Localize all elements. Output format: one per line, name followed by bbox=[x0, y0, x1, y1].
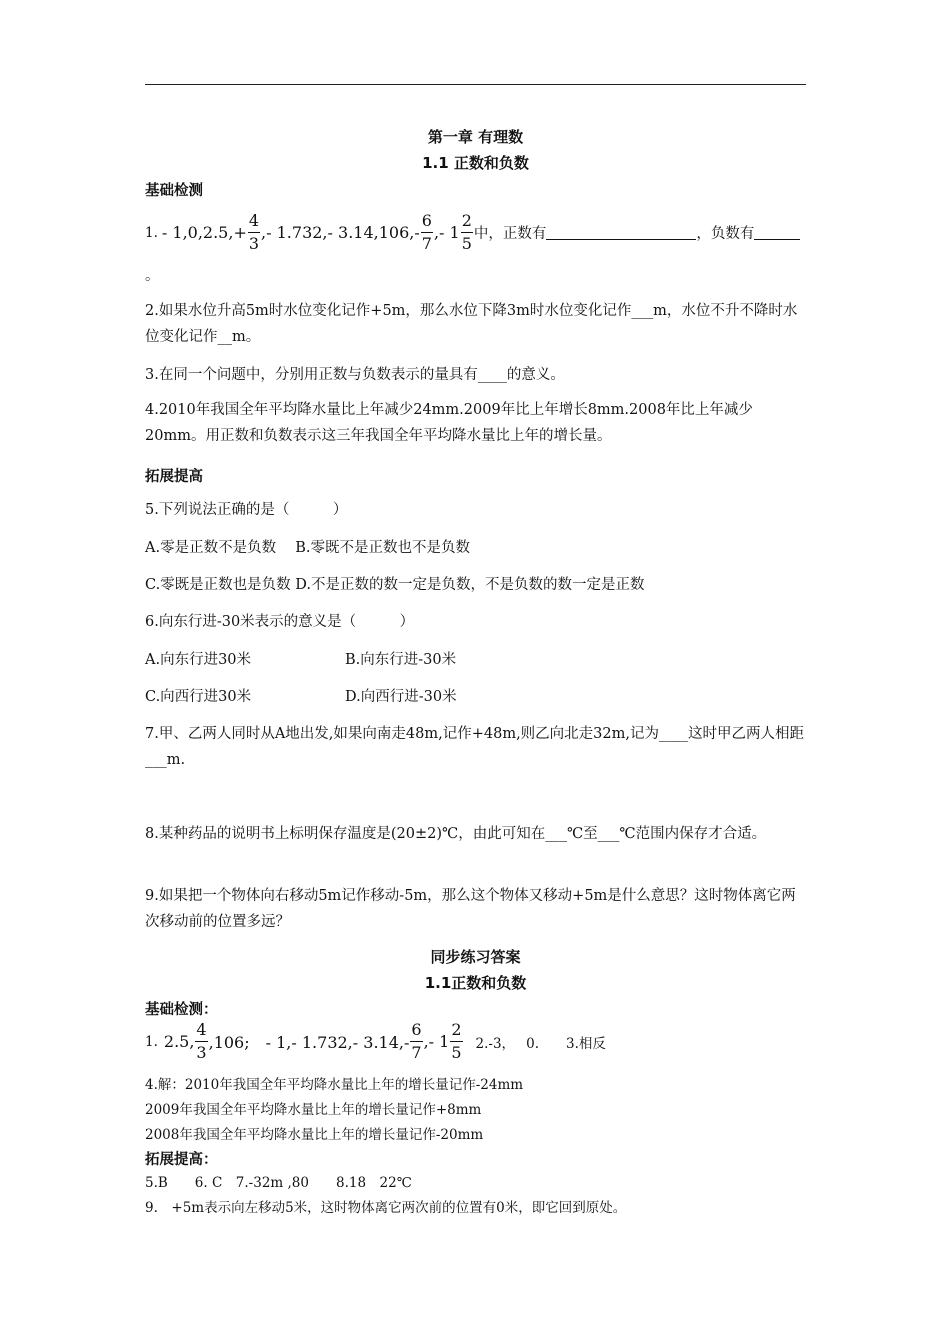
question-2: 2.如果水位升高5m时水位变化记作+5m，那么水位下降3m时水位变化记作___m，水位不升不降时水位变化记作__m。 bbox=[145, 303, 798, 345]
answers-title: 同步练习答案 bbox=[430, 948, 521, 966]
q1-list-c: ,- 1 bbox=[433, 223, 460, 242]
answer-9: 9. +5m表示向左移动5米，这时物体离它两次前的位置有0米，即它回到原处。 bbox=[145, 1200, 627, 1216]
question-7: 7.甲、乙两人同时从A地出发,如果向南走48m,记作+48m,则乙向北走32m,记为____这时甲乙两人相距___m. bbox=[145, 726, 804, 768]
q1-text-positive: 中，正数有 bbox=[473, 226, 547, 242]
answers-subtitle: 1.1正数和负数 bbox=[424, 974, 527, 992]
q1-list-b: ,- 1.732,- 3.14,106,- bbox=[261, 223, 420, 242]
answer-4-line-1: 4.解：2010年我国全年平均降水量比上年的增长量记作-24mm bbox=[145, 1077, 524, 1093]
heading-basic: 基础检测 bbox=[145, 183, 203, 199]
answer-4-line-2: 2009年我国全年平均降水量比上年的增长量记作+8mm bbox=[145, 1102, 482, 1118]
question-5: 5.下列说法正确的是（ ） bbox=[145, 502, 348, 518]
answers-heading-extension: 拓展提高： bbox=[145, 1152, 218, 1168]
answer-1-fraction-6-7: $\frac{6}{7}$ bbox=[411, 1020, 422, 1062]
chapter-title: 第一章 有理数 bbox=[427, 128, 524, 146]
question-6-option-c: C.向西行进30米 bbox=[145, 689, 252, 705]
q1-list-a: - 1,0,2.5,+ bbox=[161, 223, 247, 242]
question-3: 3.在同一个问题中，分别用正数与负数表示的量具有____的意义。 bbox=[145, 367, 565, 383]
q1-fraction-6-7: $\frac{6}{7}$ bbox=[421, 211, 432, 253]
section-title: 1.1 正数和负数 bbox=[422, 154, 529, 172]
answer-1-fraction-4-3: $\frac{4}{3}$ bbox=[196, 1020, 207, 1062]
question-6-option-b: B.向东行进-30米 bbox=[345, 652, 457, 668]
answer-1 bbox=[145, 1022, 606, 1061]
question-4: 4.2010年我国全年平均降水量比上年减少24mm.2009年比上年增长8mm.2008年比上年减少20mm。用正数和负数表示这三年我国全年平均降水量比上年的增长量。 bbox=[145, 402, 753, 444]
q1-negative-blank[interactable] bbox=[754, 225, 800, 240]
q1-positive-blank[interactable] bbox=[546, 225, 696, 240]
q1-text-negative: ，负数有 bbox=[696, 226, 755, 242]
question-6-option-a: A.向东行进30米 bbox=[145, 652, 252, 668]
question-6: 6.向东行进-30米表示的意义是（ ） bbox=[145, 614, 415, 630]
question-5-options-cd: C.零既是正数也是负数 D.不是正数的数一定是负数，不是负数的数一定是正数 bbox=[145, 577, 645, 593]
answer-1-sep: ,- 1 bbox=[423, 1032, 450, 1051]
q1-fraction-2-5: $\frac{2}{5}$ bbox=[461, 211, 472, 253]
answer-1-number: 1. bbox=[145, 1033, 158, 1050]
question-6-option-d: D.向西行进-30米 bbox=[345, 689, 457, 705]
answer-1-negative: ,106; - 1,- 1.732,- 3.14,- bbox=[208, 1033, 410, 1052]
heading-extension: 拓展提高 bbox=[145, 469, 203, 485]
answer-4-line-3: 2008年我国全年平均降水量比上年的增长量记作-20mm bbox=[145, 1127, 484, 1143]
answer-1-fraction-2-5: $\frac{2}{5}$ bbox=[451, 1020, 462, 1062]
question-8: 8.某种药品的说明书上标明保存温度是(20±2)℃，由此可知在___℃至___℃范围内保存才合适。 bbox=[145, 826, 767, 842]
question-1 bbox=[145, 213, 806, 252]
question-5-options-ab: A.零是正数不是负数 B.零既不是正数也不是负数 bbox=[145, 540, 470, 556]
answers-heading-basic: 基础检测： bbox=[145, 1002, 218, 1018]
answer-1-positive: 2.5, bbox=[163, 1032, 195, 1051]
q1-number: 1. bbox=[145, 224, 158, 241]
q1-fraction-4-3: $\frac{4}{3}$ bbox=[248, 211, 260, 253]
q1-end: 。 bbox=[145, 268, 160, 284]
header-rule bbox=[145, 84, 806, 85]
question-9: 9.如果把一个物体向右移动5m记作移动-5m，那么这个物体又移动+5m是什么意思？这时物体离它两次移动前的位置多远？ bbox=[145, 888, 796, 930]
answers-5-8: 5.B 6. C 7.-32m ,80 8.18 22℃ bbox=[145, 1175, 412, 1191]
answer-2-3: 2.-3， 0. 3.相反 bbox=[475, 1035, 606, 1052]
